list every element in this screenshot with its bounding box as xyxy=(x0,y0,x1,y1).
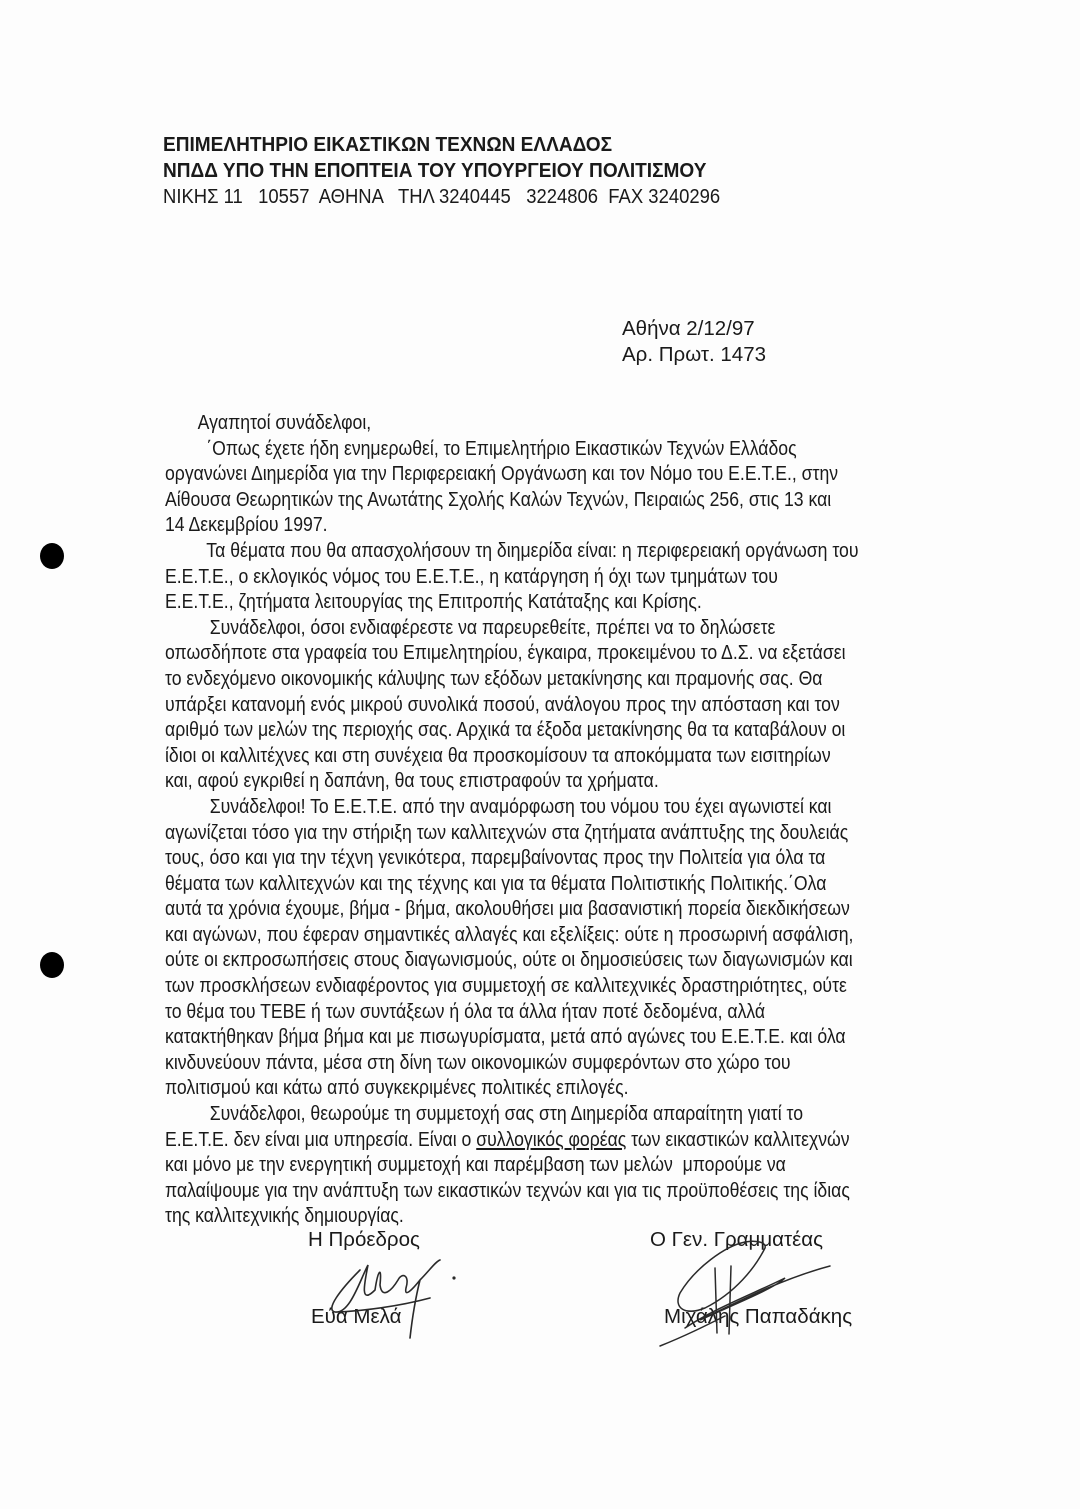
text-line: Ε.Ε.Τ.Ε., ο εκλογικός νόμος του Ε.Ε.Τ.Ε., η κατάργηση ή όχι των τμημάτων του xyxy=(165,564,778,588)
contact-line xyxy=(163,184,720,210)
supervision-line: ΝΠΔΔ ΥΠΟ ΤΗΝ ΕΠΟΠΤΕΙΑ ΤΟΥ ΥΠΟΥΡΓΕΙΟΥ ΠΟΛΙΤΙΣΜΟΥ xyxy=(163,159,707,182)
text-line: Τα θέματα που θα απασχολήσουν τη διημερίδα είναι: η περιφερειακή οργάνωση του xyxy=(206,538,859,562)
fax-label: FAX xyxy=(608,185,644,208)
text-span: Ε.Ε.Τ.Ε. δεν είναι μια υπηρεσία. Είναι ο xyxy=(165,1127,477,1151)
underlined-phrase: συλλογικός φορέας xyxy=(476,1127,627,1151)
text-line xyxy=(165,1127,853,1153)
text-line: θέματα των καλλιτεχνών και της τέχνης και για τα θέματα Πολιτιστικής Πολιτικής.΄Ολα xyxy=(165,871,827,895)
org-name: ΕΠΙΜΕΛΗΤΗΡΙΟ ΕΙΚΑΣΤΙΚΩΝ ΤΕΧΝΩΝ ΕΛΛΑΔΟΣ xyxy=(163,133,613,156)
phone-1: 3240445 xyxy=(438,185,511,208)
text-line: το ενδεχόμενο οικονομικής κάλυψης των εξόδων μετακίνησης και πραμονής σας. Θα xyxy=(165,666,823,690)
text-line: κατακτήθηκαν βήμα βήμα και με πισωγυρίσματα, μετά από αγώνες του Ε.Ε.Τ.Ε. και όλα xyxy=(165,1025,846,1049)
text-line: παλαίψουμε για την ανάπτυξη των εικαστικών τεχνών και για τις προϋποθέσεις της ίδιας xyxy=(165,1178,850,1202)
text-line: και αγώνων, που έφεραν σημαντικές αλλαγές και εξελίξεις: ούτε η προσωρινή ασφάλιση, xyxy=(165,922,854,946)
text-line: Συνάδελφοι, θεωρούμε τη συμμετοχή σας στη Διημερίδα απαραίτητη γιατί το xyxy=(209,1102,804,1126)
text-line: αριθμό των μελών της περιοχής σας. Αρχικά τα έξοδα μετακίνησης θα τα καταβάλουν οι xyxy=(165,718,846,742)
punch-hole xyxy=(40,952,64,978)
text-line: των προσκλήσεων ενδιαφέροντος για συμμετοχή σε καλλιτεχνικές δραστηριότητες, ούτε xyxy=(165,974,847,998)
letter-body xyxy=(165,410,965,1229)
paragraph-4 xyxy=(165,794,965,1101)
phone-label: ΤΗΛ xyxy=(397,185,434,208)
text-line: το θέμα του ΤΕΒΕ ή των συντάξεων ή όλα τα άλλα ήταν ποτέ δεδομένα, αλλά xyxy=(165,999,766,1023)
text-span: των εικαστικών καλλιτεχνών xyxy=(626,1127,850,1151)
text-line: Αίθουσα Θεωρητικών της Ανωτάτης Σχολής Καλών Τεχνών, Πειραιώς 256, στις 13 και xyxy=(165,487,832,511)
secretary-title: Ο Γεν. Γραμματέας xyxy=(650,1228,823,1251)
text-line: κινδυνεύουν πάντα, μέσα στη δίνη των οικονομικών συμφερόντων στο χώρο του xyxy=(165,1050,791,1074)
text-line: Συνάδελφοι! Το Ε.Ε.Τ.Ε. από την αναμόρφωση του νόμου του έχει αγωνιστεί και xyxy=(209,794,832,818)
letterhead xyxy=(163,132,782,210)
salutation: Αγαπητοί συνάδελφοι, xyxy=(197,411,372,434)
punch-hole xyxy=(40,543,64,569)
paragraph-1 xyxy=(165,436,965,538)
paragraph-2 xyxy=(165,538,965,615)
text-line: 14 Δεκεμβρίου 1997. xyxy=(165,513,328,537)
phone-2: 3224806 xyxy=(526,185,599,208)
text-line: και μόνο με την ενεργητική συμμετοχή και παρέμβαση των μελών μπορούμε να xyxy=(165,1153,786,1177)
text-line: αγωνίζεται τόσο για την στήριξη των καλλιτεχνών στα ζητήματα ανάπτυξης της δουλειάς xyxy=(165,820,849,844)
place-date: Αθήνα 2/12/97 xyxy=(622,317,755,340)
protocol-number: Αρ. Πρωτ. 1473 xyxy=(622,343,767,366)
paragraph-3 xyxy=(165,615,965,794)
postal-city: 10557 ΑΘΗΝΑ xyxy=(258,185,383,208)
text-line: υπάρξει κατανομή ενός μικρού συνολικά ποσού, ανάλογου προς την απόσταση και τον xyxy=(165,692,840,716)
president-title: Η Πρόεδρος xyxy=(308,1228,420,1251)
secretary-signature-block xyxy=(650,1227,852,1330)
text-line: ούτε οι εκπροσωπήσεις στους διαγωνισμούς, ούτε οι δημοσιεύσεις των διαγωνισμών και xyxy=(165,948,853,972)
fax-number: 3240296 xyxy=(648,185,721,208)
president-name: Εύα Μελά xyxy=(311,1305,402,1328)
text-line: Συνάδελφοι, όσοι ενδιαφέρεστε να παρευρεθείτε, πρέπει να το δηλώσετε xyxy=(209,615,776,639)
text-line: τους, όσο και για την τέχνη γενικότερα, παρεμβαίνοντας προς την Πολιτεία για όλα τα xyxy=(165,846,826,870)
address: ΝΙΚΗΣ 11 xyxy=(163,185,243,208)
president-signature-block xyxy=(308,1227,420,1330)
paragraph-5 xyxy=(165,1101,965,1229)
text-line: της καλλιτεχνικής δημιουργίας. xyxy=(165,1204,404,1228)
text-line: αυτά τα χρόνια έχουμε, βήμα - βήμα, ακολουθήσει μια βασανιστική πορεία διεκδικήσεων xyxy=(165,897,850,921)
text-line: και, αφού εγκριθεί η δαπάνη, θα τους επιστραφούν τα χρήματα. xyxy=(165,769,659,793)
text-line: πολιτισμού και κάτω από συγκεκριμένες πολιτικές επιλογές. xyxy=(165,1076,629,1100)
text-line: οργανώνει Διημερίδα για την Περιφερειακή Οργάνωση και τον Νόμο του Ε.Ε.Τ.Ε., στην xyxy=(165,462,839,486)
text-line: ίδιοι οι καλλιτέχνες και στη συνέχεια θα προσκομίσουν τα αποκόμματα των εισιτηρίων xyxy=(165,743,831,767)
secretary-name: Μιχάλης Παπαδάκης xyxy=(664,1305,853,1328)
date-block xyxy=(622,316,766,368)
text-line: ΄Οπως έχετε ήδη ενημερωθεί, το Επιμελητήριο Εικαστικών Τεχνών Ελλάδος xyxy=(206,436,797,460)
text-line: Ε.Ε.Τ.Ε., ζητήματα λειτουργίας της Επιτροπής Κατάταξης και Κρίσης. xyxy=(165,590,702,614)
text-line: οπωσδήποτε στα γραφεία του Επιμελητηρίου, έγκαιρα, προκειμένου το Δ.Σ. να εξετάσει xyxy=(165,641,846,665)
